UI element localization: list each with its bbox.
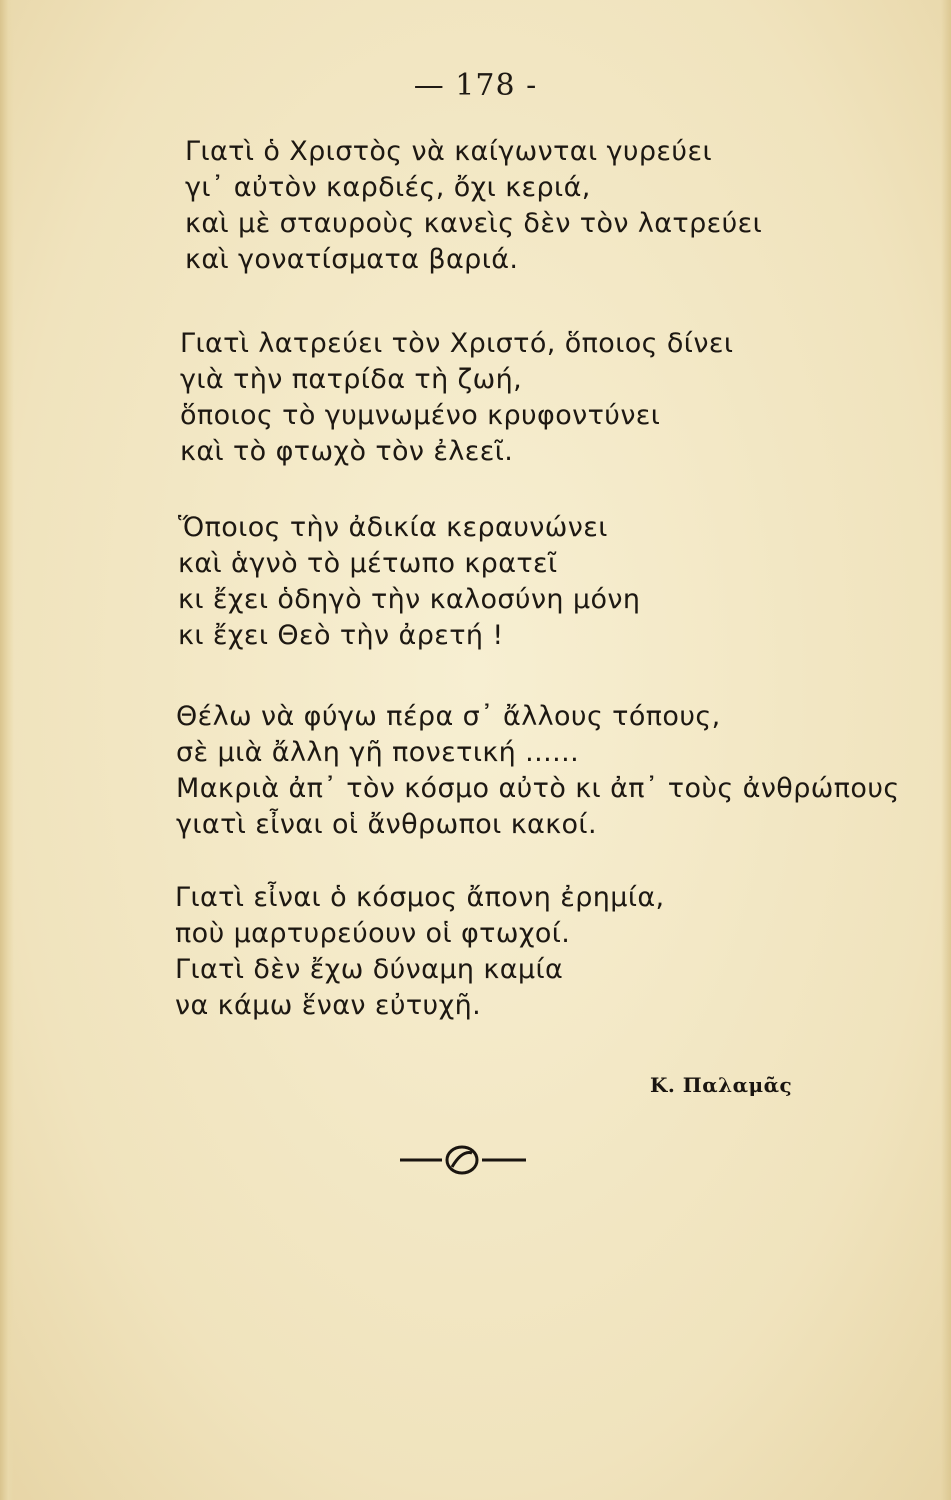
poem-line: ποὺ μαρτυρεύουν οἱ φτωχοί. xyxy=(175,918,571,949)
poem-line: καὶ τὸ φτωχὸ τὸν ἐλεεῖ. xyxy=(180,436,514,467)
poem-line: Γιατὶ ὁ Χριστὸς νὰ καίγωνται γυρεύει xyxy=(185,136,712,167)
poem-line: σὲ μιὰ ἄλλη γῆ πονετική ...... xyxy=(176,737,580,768)
poem-line: γι᾽ αὐτὸν καρδιές, ὄχι κεριά, xyxy=(185,172,591,203)
stanza-5 xyxy=(175,880,665,1024)
poem-line: καὶ γονατίσματα βαριά. xyxy=(185,244,519,275)
poem-line: Ὅποιος τὴν ἀδικία κεραυνώνει xyxy=(178,512,608,543)
page-left-edge xyxy=(0,0,14,1500)
poem-line: να κάμω ἕναν εὐτυχῆ. xyxy=(175,990,482,1021)
author-signature: Κ. Παλαμᾶς xyxy=(650,1073,793,1097)
poem-line: ὅποιος τὸ γυμνωμένο κρυφοντύνει xyxy=(180,400,661,431)
stanza-1 xyxy=(185,134,762,278)
stanza-4 xyxy=(176,699,900,843)
end-ornament-icon xyxy=(398,1140,528,1180)
poem-line: γιὰ τὴν πατρίδα τὴ ζωή, xyxy=(180,364,523,395)
poem-line: Γιατὶ λατρεύει τὸν Χριστό, ὅποιος δίνει xyxy=(180,328,734,359)
poem-line: καὶ μὲ σταυροὺς κανεὶς δὲν τὸν λατρεύει xyxy=(185,208,763,239)
stanza-3 xyxy=(178,510,640,654)
poem-line: Γιατὶ εἶναι ὁ κόσμος ἄπονη ἐρημία, xyxy=(175,882,665,913)
poem-line: κι ἔχει Θεὸ τὴν ἀρετή ! xyxy=(178,620,504,651)
page-number: — 178 - xyxy=(413,68,538,103)
poem-line: καὶ ἁγνὸ τὸ μέτωπο κρατεῖ xyxy=(178,548,558,579)
poem-line: Μακριὰ ἀπ᾽ τὸν κόσμο αὐτὸ κι ἀπ᾽ τοὺς ἀνθρώπους xyxy=(176,773,900,804)
page-right-edge xyxy=(941,0,951,1500)
stanza-2 xyxy=(180,326,733,470)
poem-line: κι ἔχει ὁδηγὸ τὴν καλοσύνη μόνη xyxy=(178,584,641,615)
poem-line: Γιατὶ δὲν ἔχω δύναμη καμία xyxy=(175,954,564,985)
poem-line: Θέλω νὰ φύγω πέρα σ᾽ ἄλλους τόπους, xyxy=(176,701,721,732)
poem-line: γιατὶ εἶναι οἱ ἄνθρωποι κακοί. xyxy=(176,809,597,840)
